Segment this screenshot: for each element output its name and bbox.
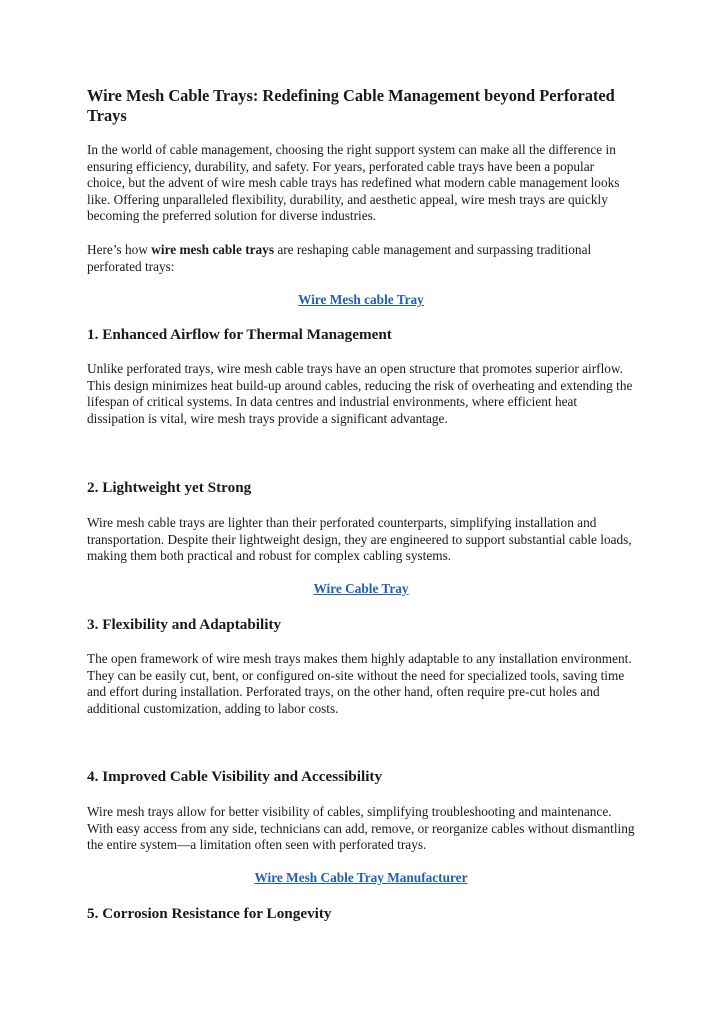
lead-text-after: are reshaping cable management and surpassing traditional perforated trays: [87, 242, 592, 274]
section-1-body: Unlike perforated trays, wire mesh cable trays have an open structure that promotes superior airflow. This design minimizes heat build-up around cables, reducing the risk of overheating and extending the lifespan of critical systems. In data centres and industrial environments, where efficient heat dissipation is vital, wire mesh trays provide a significant advantage. [87, 361, 633, 426]
document-title: Wire Mesh Cable Trays: Redefining Cable Management beyond Perforated Trays [87, 86, 615, 125]
link-row-2 [87, 581, 635, 598]
section-2-body: Wire mesh cable trays are lighter than their perforated counterparts, simplifying installation and transportation. Despite their lightweight design, they are engineered to support substantial cable loads, making them both practical and robust for complex cabling systems. [87, 515, 632, 564]
section-4-body: Wire mesh trays allow for better visibility of cables, simplifying troubleshooting and maintenance. With easy access from any side, technicians can add, remove, or reorganize cables without dismantling the entire system—a limitation often seen with perforated trays. [87, 804, 635, 853]
lead-paragraph [87, 242, 635, 275]
section-3-heading: 3. Flexibility and Adaptability [87, 616, 282, 633]
link-row-3 [87, 870, 635, 887]
intro-paragraph: In the world of cable management, choosing the right support system can make all the difference in ensuring efficiency, durability, and safety. For years, perforated cable trays have been a popular choice, but the advent of wire mesh cable trays has redefined what modern cable management looks like. Offering unparalleled flexibility, durability, and aesthetic appeal, wire mesh trays are quickly becoming the preferred solution for diverse industries. [87, 142, 620, 224]
section-1-heading: 1. Enhanced Airflow for Thermal Management [87, 326, 392, 343]
section-2-heading: 2. Lightweight yet Strong [87, 479, 252, 496]
lead-text-before: Here’s how [87, 242, 152, 257]
section-5-heading: 5. Corrosion Resistance for Longevity [87, 905, 332, 922]
wire-cable-tray-link[interactable]: Wire Cable Tray [313, 581, 409, 596]
lead-bold-text: wire mesh cable trays [151, 242, 274, 257]
section-4-heading: 4. Improved Cable Visibility and Accessibility [87, 768, 383, 785]
link-row-1 [87, 292, 635, 309]
wire-mesh-cable-tray-link[interactable]: Wire Mesh cable Tray [298, 292, 424, 307]
wire-mesh-cable-tray-manufacturer-link[interactable]: Wire Mesh Cable Tray Manufacturer [254, 870, 468, 885]
section-3-body: The open framework of wire mesh trays makes them highly adaptable to any installation environment. They can be easily cut, bent, or configured on-site without the need for specialized tools, saving time and effort during installation. Perforated trays, on the other hand, often require pre-cut holes and additional customization, adding to labor costs. [87, 651, 632, 716]
